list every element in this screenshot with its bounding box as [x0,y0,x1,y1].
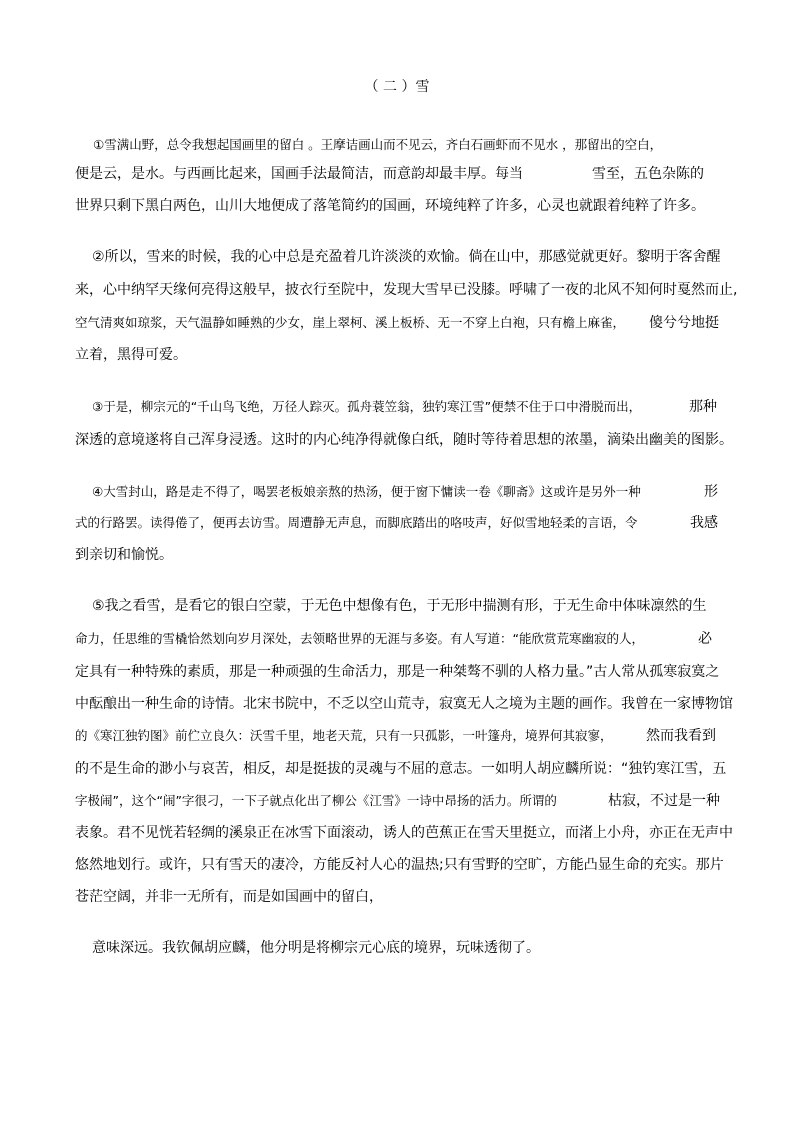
paragraph-5-line-2: 命力，任思维的雪橇恰然划向岁月深处，去领略世界的无涯与多姿。有人写道：“能欣赏荒寒幽寂的人， [75,631,644,646]
paragraph-5-line-7: 字极闹”，这个“闹”字很刁，一下子就点化出了柳公《江雪》一诗中昂扬的活力。所谓的 [75,793,557,808]
paragraph-2-line-4: 立着，黑得可爱。 [75,347,187,363]
paragraph-4-line-1b: 形 [704,484,718,500]
paragraph-4-line-2b: 我感 [690,515,718,531]
paragraph-3-line-1b: 那种 [689,399,717,415]
paragraph-1-line-3: 世界只剩下黑白两色，山川大地便成了落笔简约的国画，环境纯粹了许多，心灵也就跟着纯粹了许多。 [75,198,705,214]
paragraph-1-line-2: 便是云，是水。与西画比起来，国画手法最简洁，而意韵却最丰厚。每当 [75,166,523,182]
paragraph-5-line-5: 的《寒江独钓图》前伫立良久：沃雪千里，地老天荒，只有一只孤影，一叶篷舟，境界何其寂寥， [75,728,613,743]
paragraph-1-line-1: ①雪满山野，总令我想起国画里的留白 。王摩诘画山而不见云，齐白石画虾而不见水 ，那留出的空白， [93,137,663,152]
paragraph-5-line-2b: 必 [698,631,712,647]
paragraph-5-line-6: 的不是生命的渺小与哀苦，相反，却是挺拔的灵魂与不屈的意志。一如明人胡应麟所说：“独钓寒江雪，五 [75,761,727,777]
paragraph-5-line-1: ⑤我之看雪，是看它的银白空蒙，于无色中想像有色，于无形中揣测有形，于无生命中体味凛然的生 [92,598,707,614]
paragraph-3-line-2: 深透的意境遂将自己浑身浸透。这时的内心纯净得就像白纸，随时等待着思想的浓墨，滴染出幽美的图影。 [75,432,733,448]
paragraph-5-line-10: 苍茫空阔，并非一无所有，而是如国画中的留白， [75,889,383,905]
paragraph-4-line-3: 到亲切和愉悦。 [75,547,173,563]
paragraph-6-line-1: 意味深远。我钦佩胡应麟，他分明是将柳宗元心底的境界，玩味透彻了。 [92,940,540,956]
paragraph-4-line-1: ④大雪封山，路是走不得了，喝罢老板娘亲熬的热汤，便于窗下慵读一卷《聊斋》这或许是另外一种 [92,484,641,499]
paragraph-5-line-8: 表象。君不见恍若轻绸的溪泉正在冰雪下面滚动，诱人的芭蕉正在雪天里挺立，而渚上小舟，亦正在无声中 [75,825,733,841]
paragraph-4-line-2: 式的行路罢。读得倦了，便再去访雪。周遭静无声息，而脚底踏出的咯吱声，好似雪地轻柔的言语，令 [75,515,638,530]
paragraph-5-line-7b: 枯寂，不过是一种 [608,793,720,809]
paragraph-2-line-3: 空气清爽如琼浆，天气温静如睡熟的少女，崖上翠柯、溪上板桥、无一不穿上白袍，只有檐上麻雀， [75,315,626,330]
paragraph-5-line-5b: 然而我看到 [646,728,716,744]
paragraph-5-line-9: 悠然地划行。或许，只有雪天的凄冷，方能反衬人心的温热;只有雪野的空旷，方能凸显生命的充实。那片 [75,857,724,873]
paragraph-3-line-1: ③于是，柳宗元的“千山鸟飞绝，万径人踪灭。孤舟蓑笠翁，独钓寒江雪”便禁不住于口中滑脱而出， [92,399,642,414]
paragraph-2-line-1: ②所以，雪来的时候，我的心中总是充盈着几许淡淡的欢愉。倘在山中，那感觉就更好。黎明于客舍醒 [92,249,721,265]
paragraph-5-line-3: 定具有一种特殊的素质，那是一种顽强的生命活力，那是一种桀骜不驯的人格力量。”古人常从孤寒寂寞之 [75,664,720,680]
paragraph-5-line-4: 中酝酿出一种生命的诗情。北宋书院中，不乏以空山荒寺，寂寞无人之境为主题的画作。我曾在一家博物馆 [75,696,733,712]
paragraph-1-line-2b: 雪至，五色杂陈的 [592,166,704,182]
paragraph-2-line-2: 来，心中纳罕天缘何亮得这般早，披衣行至院中，发现大雪早已没膝。呼啸了一夜的北风不知何时戛然而止, [75,282,738,298]
section-title: （ 二 ）雪 [364,79,430,95]
paragraph-2-line-3b: 傻兮兮地挺 [649,315,719,331]
